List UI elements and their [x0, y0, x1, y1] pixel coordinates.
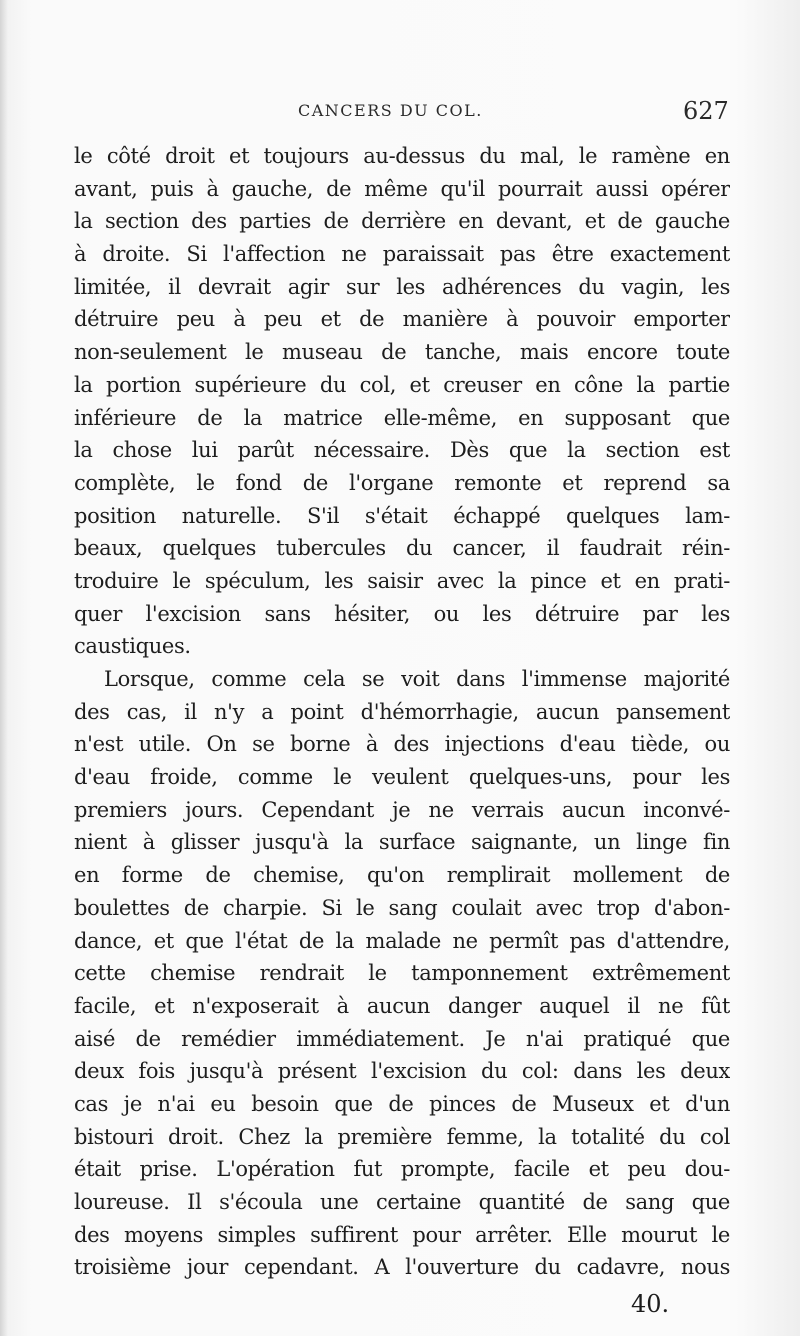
page-gutter-shadow	[0, 0, 8, 1336]
text-line: des cas, il n'y a point d'hémorrhagie, aucun pansement	[74, 699, 730, 724]
text-line: d'eau froide, comme le veulent quelques-uns, pour les	[74, 765, 730, 790]
text-line: était prise. L'opération fut prompte, facile et peu dou-	[74, 1157, 730, 1182]
text-line: dance, et que l'état de la malade ne permît pas d'attendre,	[74, 928, 730, 953]
text-line: la section des parties de derrière en devant, et de gauche	[74, 209, 730, 234]
text-line: quer l'excision sans hésiter, ou les détruire par les	[74, 601, 730, 626]
text-line: troisième jour cependant. A l'ouverture du cadavre, nous	[74, 1255, 730, 1280]
text-line: n'est utile. On se borne à des injections d'eau tiède, ou	[74, 732, 730, 757]
paragraph-first-line: Lorsque, comme cela se voit dans l'immense majorité	[104, 667, 730, 691]
text-line: limitée, il devrait agir sur les adhérences du vagin, les	[74, 274, 730, 299]
text-line: loureuse. Il s'écoula une certaine quantité de sang que	[74, 1190, 730, 1214]
text-line: avant, puis à gauche, de même qu'il pourrait aussi opérer	[74, 176, 730, 201]
signature-mark: 40.	[631, 1290, 670, 1318]
text-line: boulettes de charpie. Si le sang coulait avec trop d'abon-	[74, 895, 730, 920]
page-number: 627	[683, 97, 729, 125]
text-line: la chose lui parût nécessaire. Dès que la section est	[74, 438, 730, 463]
text-line: non-seulement le museau de tanche, mais encore toute	[74, 340, 730, 365]
text-line: des moyens simples suffirent pour arrêter. Elle mourut le	[74, 1222, 730, 1247]
text-line: deux fois jusqu'à présent l'excision du col: dans les deux	[74, 1059, 730, 1084]
text-line: position naturelle. S'il s'était échappé quelques lam-	[74, 503, 730, 528]
running-head: CANCERS DU COL.	[298, 101, 483, 120]
body-text	[74, 140, 730, 1284]
text-line: inférieure de la matrice elle-même, en supposant que	[74, 405, 730, 430]
text-line: complète, le fond de l'organe remonte et reprend sa	[74, 470, 730, 495]
paragraph-end-line: caustiques.	[74, 634, 191, 659]
text-line: facile, et n'exposerait à aucun danger auquel il ne fût	[74, 993, 730, 1018]
text-line: détruire peu à peu et de manière à pouvoir emporter	[74, 307, 730, 332]
text-line: aisé de remédier immédiatement. Je n'ai pratiqué que	[74, 1026, 730, 1051]
text-line: troduire le spéculum, les saisir avec la pince et en prati-	[74, 568, 730, 593]
text-line: nient à glisser jusqu'à la surface saignante, un linge fin	[74, 830, 730, 855]
text-line: cette chemise rendrait le tamponnement extrêmement	[74, 961, 730, 986]
text-line: beaux, quelques tubercules du cancer, il faudrait réin-	[74, 536, 730, 561]
text-line: bistouri droit. Chez la première femme, la totalité du col	[74, 1124, 730, 1149]
text-line: premiers jours. Cependant je ne verrais aucun inconvé-	[74, 797, 730, 822]
text-line: à droite. Si l'affection ne paraissait pas être exactement	[74, 242, 730, 267]
text-line: la portion supérieure du col, et creuser en cône la partie	[74, 372, 730, 397]
text-line: cas je n'ai eu besoin que de pinces de Museux et d'un	[74, 1091, 730, 1116]
text-line: en forme de chemise, qu'on remplirait mollement de	[74, 863, 730, 888]
text-line: le côté droit et toujours au-dessus du mal, le ramène en	[74, 144, 730, 168]
